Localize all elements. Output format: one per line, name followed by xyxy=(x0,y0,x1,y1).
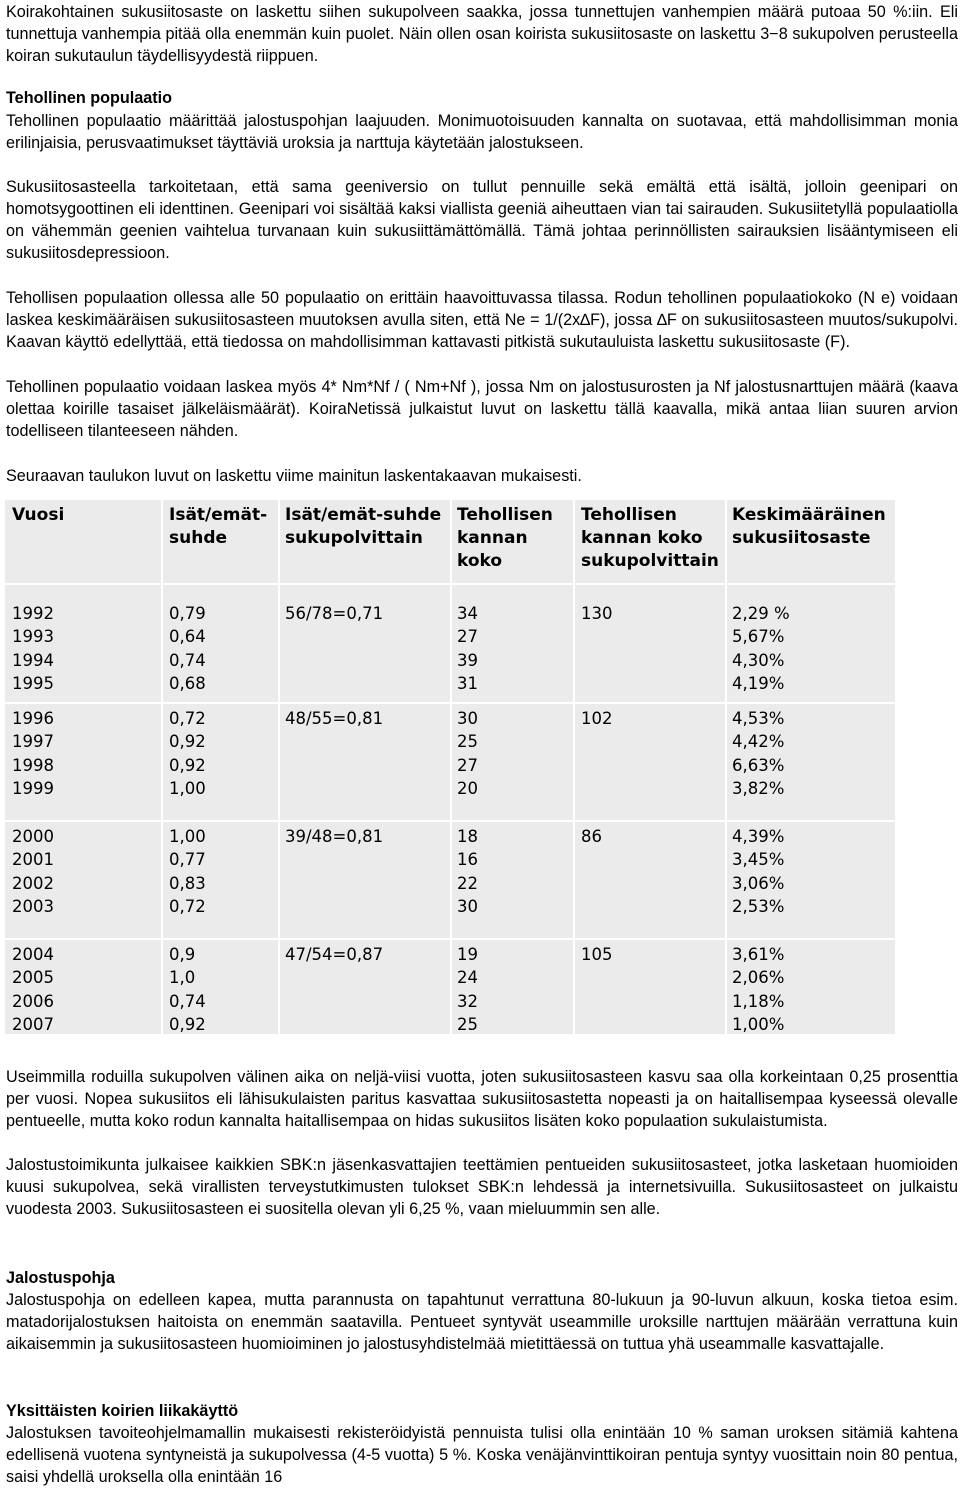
table-ratio: 0,72 0,92 0,92 1,00 xyxy=(169,709,206,798)
table-years: 2000 2001 2002 2003 xyxy=(12,827,54,916)
table-header-year: Vuosi xyxy=(12,505,65,525)
table-inbreeding: 3,61% 2,06% 1,18% 1,00% xyxy=(732,945,785,1034)
section-title-tehollinen-populaatio: Tehollinen populaatio xyxy=(6,89,173,107)
table-gen-ratio: 56/78=0,71 xyxy=(285,604,384,623)
intro-paragraph: Koirakohtainen sukusiitosaste on laskettu siihen sukupolveen saakka, jossa tunnettujen vanhempien määrä putoaa 50 %:iin. Eli tunnettuja vanhempia pitää olla enemmän kuin puolet. Näin ollen osan koirista sukusiitosaste on laskettu 3−8 sukupolven perusteella koiran sukutaulun täydellisyydestä riippuen. xyxy=(6,3,958,65)
paragraph-after-table-2: Jalostustoimikunta julkaisee kaikkien SBK:n jäsenkasvattajien teettämien pentueiden sukusiitosasteet, jotka lasketaan huomioiden kuusi sukupolvea, sekä virallisten terveystutkimusten tulokset SBK:n lehdessä ja internetsivuilla. Sukusiitosasteet on julkaistu vuodesta 2003. Sukusiitosasteen ei suositella olevan yli 6,25 %, vaan mieluummin sen alle. xyxy=(6,1156,958,1218)
table-size: 30 25 27 20 xyxy=(457,709,478,798)
table-gen-size: 105 xyxy=(581,945,613,964)
table-gen-ratio: 39/48=0,81 xyxy=(285,827,384,846)
section-title-jalostuspohja: Jalostuspohja xyxy=(6,1269,115,1287)
table-size: 34 27 39 31 xyxy=(457,604,478,693)
statistics-table xyxy=(5,500,895,1034)
paragraph-jalostuspohja: Jalostuspohja on edelleen kapea, mutta parannusta on tapahtunut verrattuna 80-lukuun ja 90-luvun alkuun, koska tietoa esim. matadorijalostuksen haitoista on enemmän saatavilla. Pentueet syntyvät useammille uroksille narttujen määrään verrattuna kuin aikaisemmin ja sukusiitosasteen huomioiminen jo jalostusyhdistelmää mietittäessä on tuttua yhä useammalle kasvattajalle. xyxy=(6,1291,958,1353)
table-header-ratio: Isät/emät- suhde xyxy=(169,505,268,548)
table-size: 18 16 22 30 xyxy=(457,827,478,916)
table-gen-ratio: 48/55=0,81 xyxy=(285,709,384,728)
paragraph-liikakaytto: Jalostuksen tavoiteohjelmamallin mukaisesti rekisteröidyistä pennuista tulisi olla enintään 10 % saman uroksen sitämiä kahtena edellisenä vuotena syntyneistä ja sukupolvessa (4-5 vuotta) 5 %. Koska venäjänvinttikoiran pentuja syntyy vuosittain noin 80 pentua, saisi yhdellä uroksella olla enintään 16 xyxy=(6,1424,958,1486)
section-title-liikakaytto: Yksittäisten koirien liikakäyttö xyxy=(6,1402,239,1420)
table-gen-size: 130 xyxy=(581,604,613,623)
table-gen-ratio: 47/54=0,87 xyxy=(285,945,384,964)
table-size: 19 24 32 25 xyxy=(457,945,478,1034)
table-inbreeding: 4,53% 4,42% 6,63% 3,82% xyxy=(732,709,785,798)
table-header-gen-size: Tehollisen kannan koko sukupolvittain xyxy=(581,505,719,571)
table-ratio: 0,9 1,0 0,74 0,92 xyxy=(169,945,206,1034)
table-inbreeding: 2,29 % 5,67% 4,30% 4,19% xyxy=(732,604,790,693)
paragraph-tehollinen-5: Seuraavan taulukon luvut on laskettu viime mainitun laskentakaavan mukaisesti. xyxy=(6,467,582,485)
paragraph-tehollinen-3: Tehollisen populaation ollessa alle 50 populaatio on erittäin haavoittuvassa tilassa. Rodun tehollinen populaatiokoko (N e) voidaan laskea keskimääräisen sukusiitosasteen muutoksen avulla siten, että Ne = 1/(2x∆F), jossa ∆F on sukusiitosasteen muutos/sukupolvi. Kaavan käyttö edellyttää, että tiedossa on mahdollisimman kattavasti pitkistä sukutauluista laskettu sukusiitosaste (F). xyxy=(6,289,958,351)
table-header-inbreeding: Keskimääräinen sukusiitosaste xyxy=(732,505,886,548)
table-gen-size: 102 xyxy=(581,709,613,728)
table-gen-size: 86 xyxy=(581,827,602,846)
paragraph-tehollinen-1: Tehollinen populaatio määrittää jalostuspohjan laajuuden. Monimuotoisuuden kannalta on suotavaa, että mahdollisimman monia erilinjaisia, perusvaatimukset täyttäviä uroksia ja narttuja käytetään jalostukseen. xyxy=(6,112,958,152)
table-ratio: 1,00 0,77 0,83 0,72 xyxy=(169,827,206,916)
paragraph-tehollinen-4: Tehollinen populaatio voidaan laskea myös 4* Nm*Nf / ( Nm+Nf ), jossa Nm on jalostusurosten ja Nf jalostusnarttujen määrä (kaava olettaa koirille tasaiset jälkeläismäärät). KoiraNetissä julkaistut luvut on laskettu tällä kaavalla, mikä antaa liian suuren arvion todelliseen tilanteeseen nähden. xyxy=(6,378,958,440)
paragraph-after-table-1: Useimmilla roduilla sukupolven välinen aika on neljä-viisi vuotta, joten sukusiitosasteen kasvu saa olla korkeintaan 0,25 prosenttia per vuosi. Nopea sukusiitos eli lähisukulaisten paritus kasvattaa sukusiitosastetta nopeasti ja on haitallisempaa kyseessä olevalle pentueelle, mutta koko rodun kannalta haitallisempaa on hidas sukusiitos lisäten koko populaation sukulaistumista. xyxy=(6,1068,958,1130)
table-ratio: 0,79 0,64 0,74 0,68 xyxy=(169,604,206,693)
table-years: 1996 1997 1998 1999 xyxy=(12,709,54,798)
table-header-gen-ratio: Isät/emät-suhde sukupolvittain xyxy=(285,505,442,548)
table-years: 1992 1993 1994 1995 xyxy=(12,604,54,693)
table-inbreeding: 4,39% 3,45% 3,06% 2,53% xyxy=(732,827,785,916)
table-header-size: Tehollisen kannan koko xyxy=(457,505,553,571)
paragraph-tehollinen-2: Sukusiitosasteella tarkoitetaan, että sama geeniversio on tullut pennuille sekä emältä että isältä, jolloin geenipari on homotsygoottinen eli identtinen. Geenipari voi sisältää kaksi viallista geeniä aiheuttaen vian tai sairauden. Sukusiitetyllä populaatiolla on vähemmän geenien vaihtelua turvanaan kuin sukusiittämättömällä. Tämä johtaa perinnöllisten sairauksien lisääntymiseen eli sukusiitosdepressioon. xyxy=(6,178,958,262)
table-years: 2004 2005 2006 2007 xyxy=(12,945,54,1034)
